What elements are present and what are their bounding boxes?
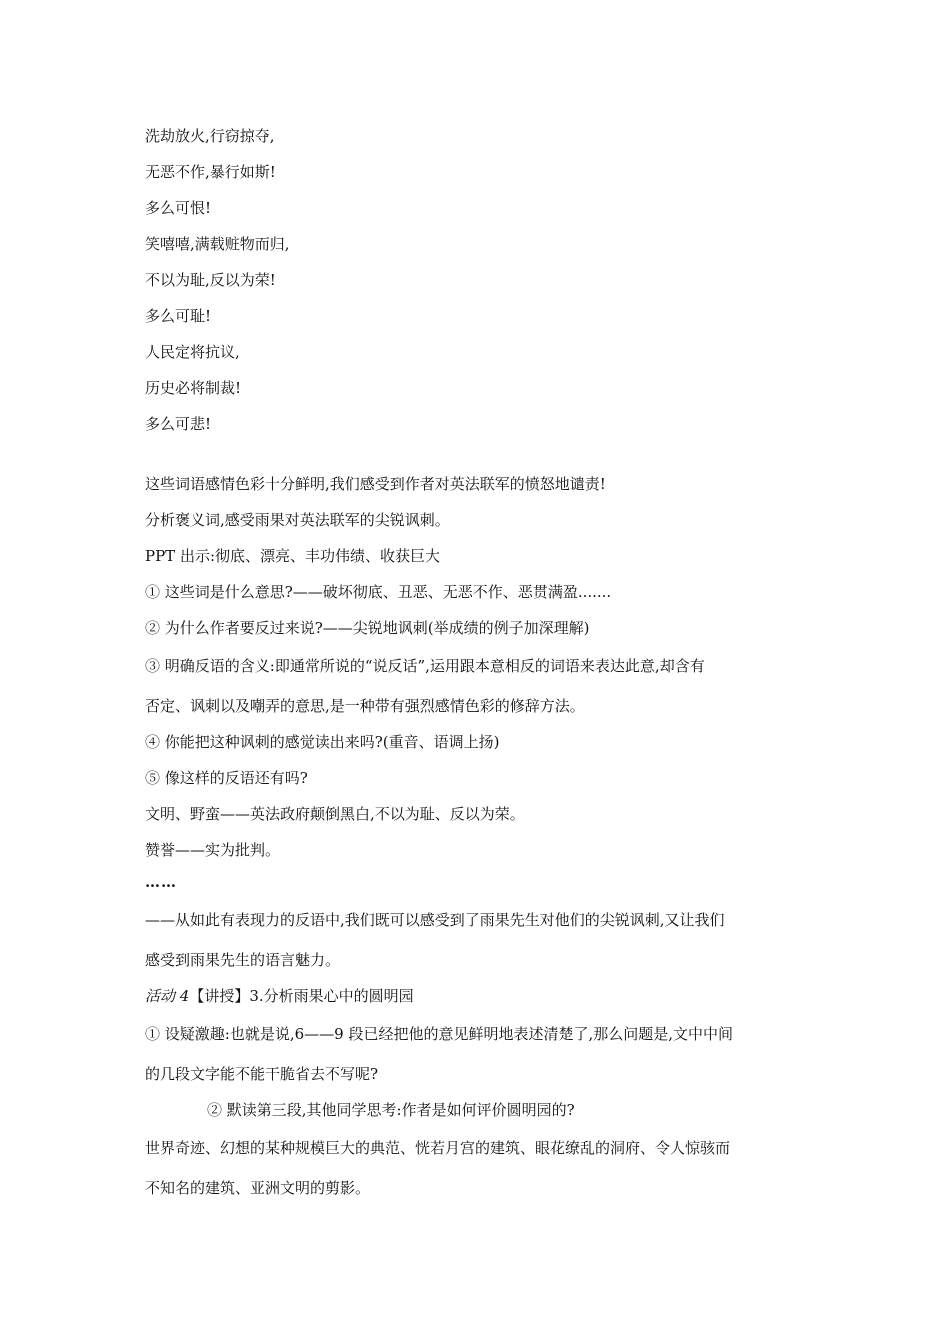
conclusion-line-2: 感受到雨果先生的语言魅力。 (145, 951, 341, 969)
poem-line-7: 人民定将抗议, (145, 343, 240, 361)
poem-line-6: 多么可耻! (145, 307, 212, 325)
conclusion-line-1: ——从如此有表现力的反语中,我们既可以感受到了雨果先生对他们的尖锐讽刺,又让我们 (145, 911, 725, 929)
example-praise: 赞誉——实为批判。 (145, 841, 281, 859)
activity-title: 【讲授】3.分析雨果心中的圆明园 (189, 987, 414, 1005)
question-4: ④ 你能把这种讽刺的感觉读出来吗?(重音、语调上扬) (145, 733, 500, 751)
poem-line-3: 多么可恨! (145, 199, 212, 217)
evaluation-line-1: 世界奇迹、幻想的某种规模巨大的典范、恍若月宫的建筑、眼花缭乱的洞府、令人惊骇而 (145, 1139, 731, 1157)
poem-line-2: 无恶不作,暴行如斯! (145, 163, 276, 181)
poem-line-9: 多么可悲! (145, 415, 212, 433)
activity-label: 活动 4 (145, 987, 190, 1005)
poem-line-5: 不以为耻,反以为荣! (145, 271, 276, 289)
question-3-line-1: ③ 明确反语的含义:即通常所说的“说反话”,运用跟本意相反的词语来表达此意,却含有 (145, 657, 705, 675)
paragraph-ppt: PPT 出示:彻底、漂亮、丰功伟绩、收获巨大 (145, 547, 441, 565)
inquiry-line-1: ① 设疑激趣:也就是说,6——9 段已经把他的意见鲜明地表述清楚了,那么问题是,文中中间 (145, 1025, 733, 1043)
paragraph-emotion: 这些词语感情色彩十分鲜明,我们感受到作者对英法联军的愤怒地谴责! (145, 475, 606, 493)
example-civilized: 文明、野蛮——英法政府颠倒黑白,不以为耻、反以为荣。 (145, 805, 525, 823)
inquiry-line-2: 的几段文字能不能干脆省去不写呢? (145, 1065, 379, 1083)
question-3-line-2: 否定、讽刺以及嘲弄的意思,是一种带有强烈感情色彩的修辞方法。 (145, 697, 585, 715)
poem-line-4: 笑嘻嘻,满载赃物而归, (145, 235, 290, 253)
question-2: ② 为什么作者要反过来说?——尖锐地讽刺(举成绩的例子加深理解) (145, 619, 590, 637)
question-1: ① 这些词是什么意思?——破坏彻底、丑恶、无恶不作、恶贯满盈....... (145, 583, 612, 601)
activity-heading (145, 986, 414, 1006)
silent-reading-prompt: ② 默读第三段,其他同学思考:作者是如何评价圆明园的? (207, 1101, 575, 1119)
paragraph-analysis: 分析褒义词,感受雨果对英法联军的尖锐讽刺。 (145, 511, 450, 529)
poem-line-1: 洗劫放火,行窃掠夺, (145, 127, 275, 145)
poem-line-8: 历史必将制裁! (145, 379, 242, 397)
ellipsis: …… (145, 873, 177, 891)
evaluation-line-2: 不知名的建筑、亚洲文明的剪影。 (145, 1179, 371, 1197)
question-5: ⑤ 像这样的反语还有吗? (145, 769, 308, 787)
